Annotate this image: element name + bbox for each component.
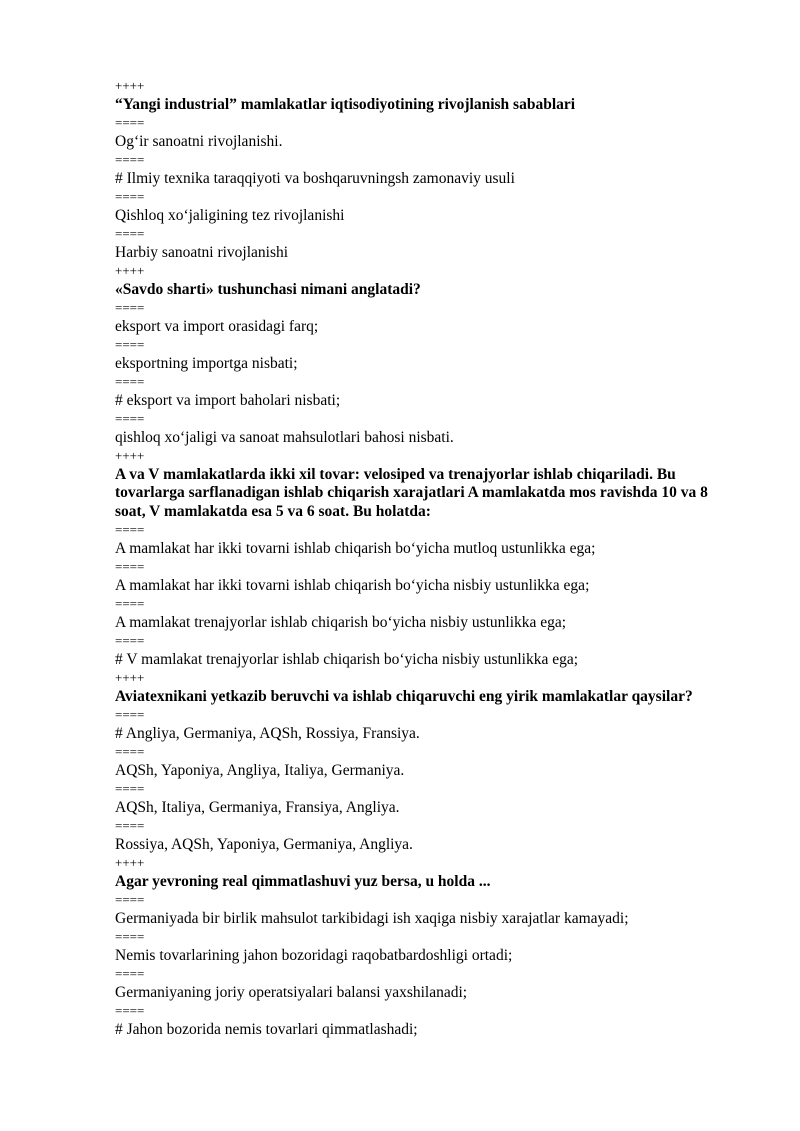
question-text: Aviatexnikani yetkazib beruvchi va ishlab chiqaruvchi eng yirik mamlakatlar qaysilar? xyxy=(115,687,693,705)
answer-separator: ==== xyxy=(115,189,145,204)
answer-separator: ==== xyxy=(115,522,145,537)
answer-option-correct: # eksport va import baholari nisbati; xyxy=(115,391,341,409)
answer-option: Germaniyaning joriy operatsiyalari balansi yaxshilanadi; xyxy=(115,983,468,1001)
answer-option: Rossiya, AQSh, Yaponiya, Germaniya, Angliya. xyxy=(115,835,413,853)
answer-option: Nemis tovarlarining jahon bozoridagi raqobatbardoshligi ortadi; xyxy=(115,946,513,964)
question-separator: ++++ xyxy=(115,263,145,278)
answer-option-correct: # Ilmiy texnika taraqqiyoti va boshqaruvningsh zamonaviy usuli xyxy=(115,169,515,187)
answer-option: AQSh, Italiya, Germaniya, Fransiya, Angliya. xyxy=(115,798,400,816)
answer-separator: ==== xyxy=(115,929,145,944)
answer-separator: ==== xyxy=(115,892,145,907)
answer-separator: ==== xyxy=(115,152,145,167)
question-separator: ++++ xyxy=(115,78,145,93)
document-body xyxy=(115,77,740,1039)
answer-option-correct: # V mamlakat trenajyorlar ishlab chiqarish bo‘yicha nisbiy ustunlikka ega; xyxy=(115,650,579,668)
answer-separator: ==== xyxy=(115,966,145,981)
question-separator: ++++ xyxy=(115,855,145,870)
answer-separator: ==== xyxy=(115,559,145,574)
question-text: A va V mamlakatlarda ikki xil tovar: velosiped va trenajyorlar ishlab chiqariladi. Bu tovarlarga sarflanadigan ishlab chiqarish xarajatlari A mamlakatda mos ravishda 10 va 8 soat, V mamlakatda esa 5 va 6 soat. Bu holatda: xyxy=(115,465,708,520)
answer-option-correct: # Angliya, Germaniya, AQSh, Rossiya, Fransiya. xyxy=(115,724,420,742)
answer-separator: ==== xyxy=(115,411,145,426)
answer-option: Harbiy sanoatni rivojlanishi xyxy=(115,243,289,261)
answer-option: A mamlakat har ikki tovarni ishlab chiqarish bo‘yicha nisbiy ustunlikka ega; xyxy=(115,576,590,594)
answer-separator: ==== xyxy=(115,633,145,648)
answer-separator: ==== xyxy=(115,781,145,796)
question-separator: ++++ xyxy=(115,448,145,463)
answer-option: Qishloq xo‘jaligining tez rivojlanishi xyxy=(115,206,345,224)
answer-separator: ==== xyxy=(115,115,145,130)
question-text: “Yangi industrial” mamlakatlar iqtisodiyotining rivojlanish sabablari xyxy=(115,95,576,113)
answer-option: eksportning importga nisbati; xyxy=(115,354,298,372)
answer-separator: ==== xyxy=(115,1003,145,1018)
answer-option-correct: # Jahon bozorida nemis tovarlari qimmatlashadi; xyxy=(115,1020,418,1038)
question-text: Agar yevroning real qimmatlashuvi yuz bersa, u holda ... xyxy=(115,872,491,890)
answer-separator: ==== xyxy=(115,300,145,315)
answer-separator: ==== xyxy=(115,337,145,352)
answer-separator: ==== xyxy=(115,596,145,611)
answer-separator: ==== xyxy=(115,374,145,389)
answer-option: A mamlakat trenajyorlar ishlab chiqarish bo‘yicha nisbiy ustunlikka ega; xyxy=(115,613,567,631)
answer-option: A mamlakat har ikki tovarni ishlab chiqarish bo‘yicha mutloq ustunlikka ega; xyxy=(115,539,596,557)
answer-separator: ==== xyxy=(115,818,145,833)
answer-option: AQSh, Yaponiya, Angliya, Italiya, Germaniya. xyxy=(115,761,405,779)
answer-separator: ==== xyxy=(115,226,145,241)
question-separator: ++++ xyxy=(115,670,145,685)
answer-option: eksport va import orasidagi farq; xyxy=(115,317,319,335)
answer-option: qishloq xo‘jaligi va sanoat mahsulotlari bahosi nisbati. xyxy=(115,428,454,446)
answer-separator: ==== xyxy=(115,707,145,722)
answer-option: Og‘ir sanoatni rivojlanishi. xyxy=(115,132,283,150)
answer-option: Germaniyada bir birlik mahsulot tarkibidagi ish xaqiga nisbiy xarajatlar kamayadi; xyxy=(115,909,629,927)
answer-separator: ==== xyxy=(115,744,145,759)
question-text: «Savdo sharti» tushunchasi nimani anglatadi? xyxy=(115,280,421,298)
